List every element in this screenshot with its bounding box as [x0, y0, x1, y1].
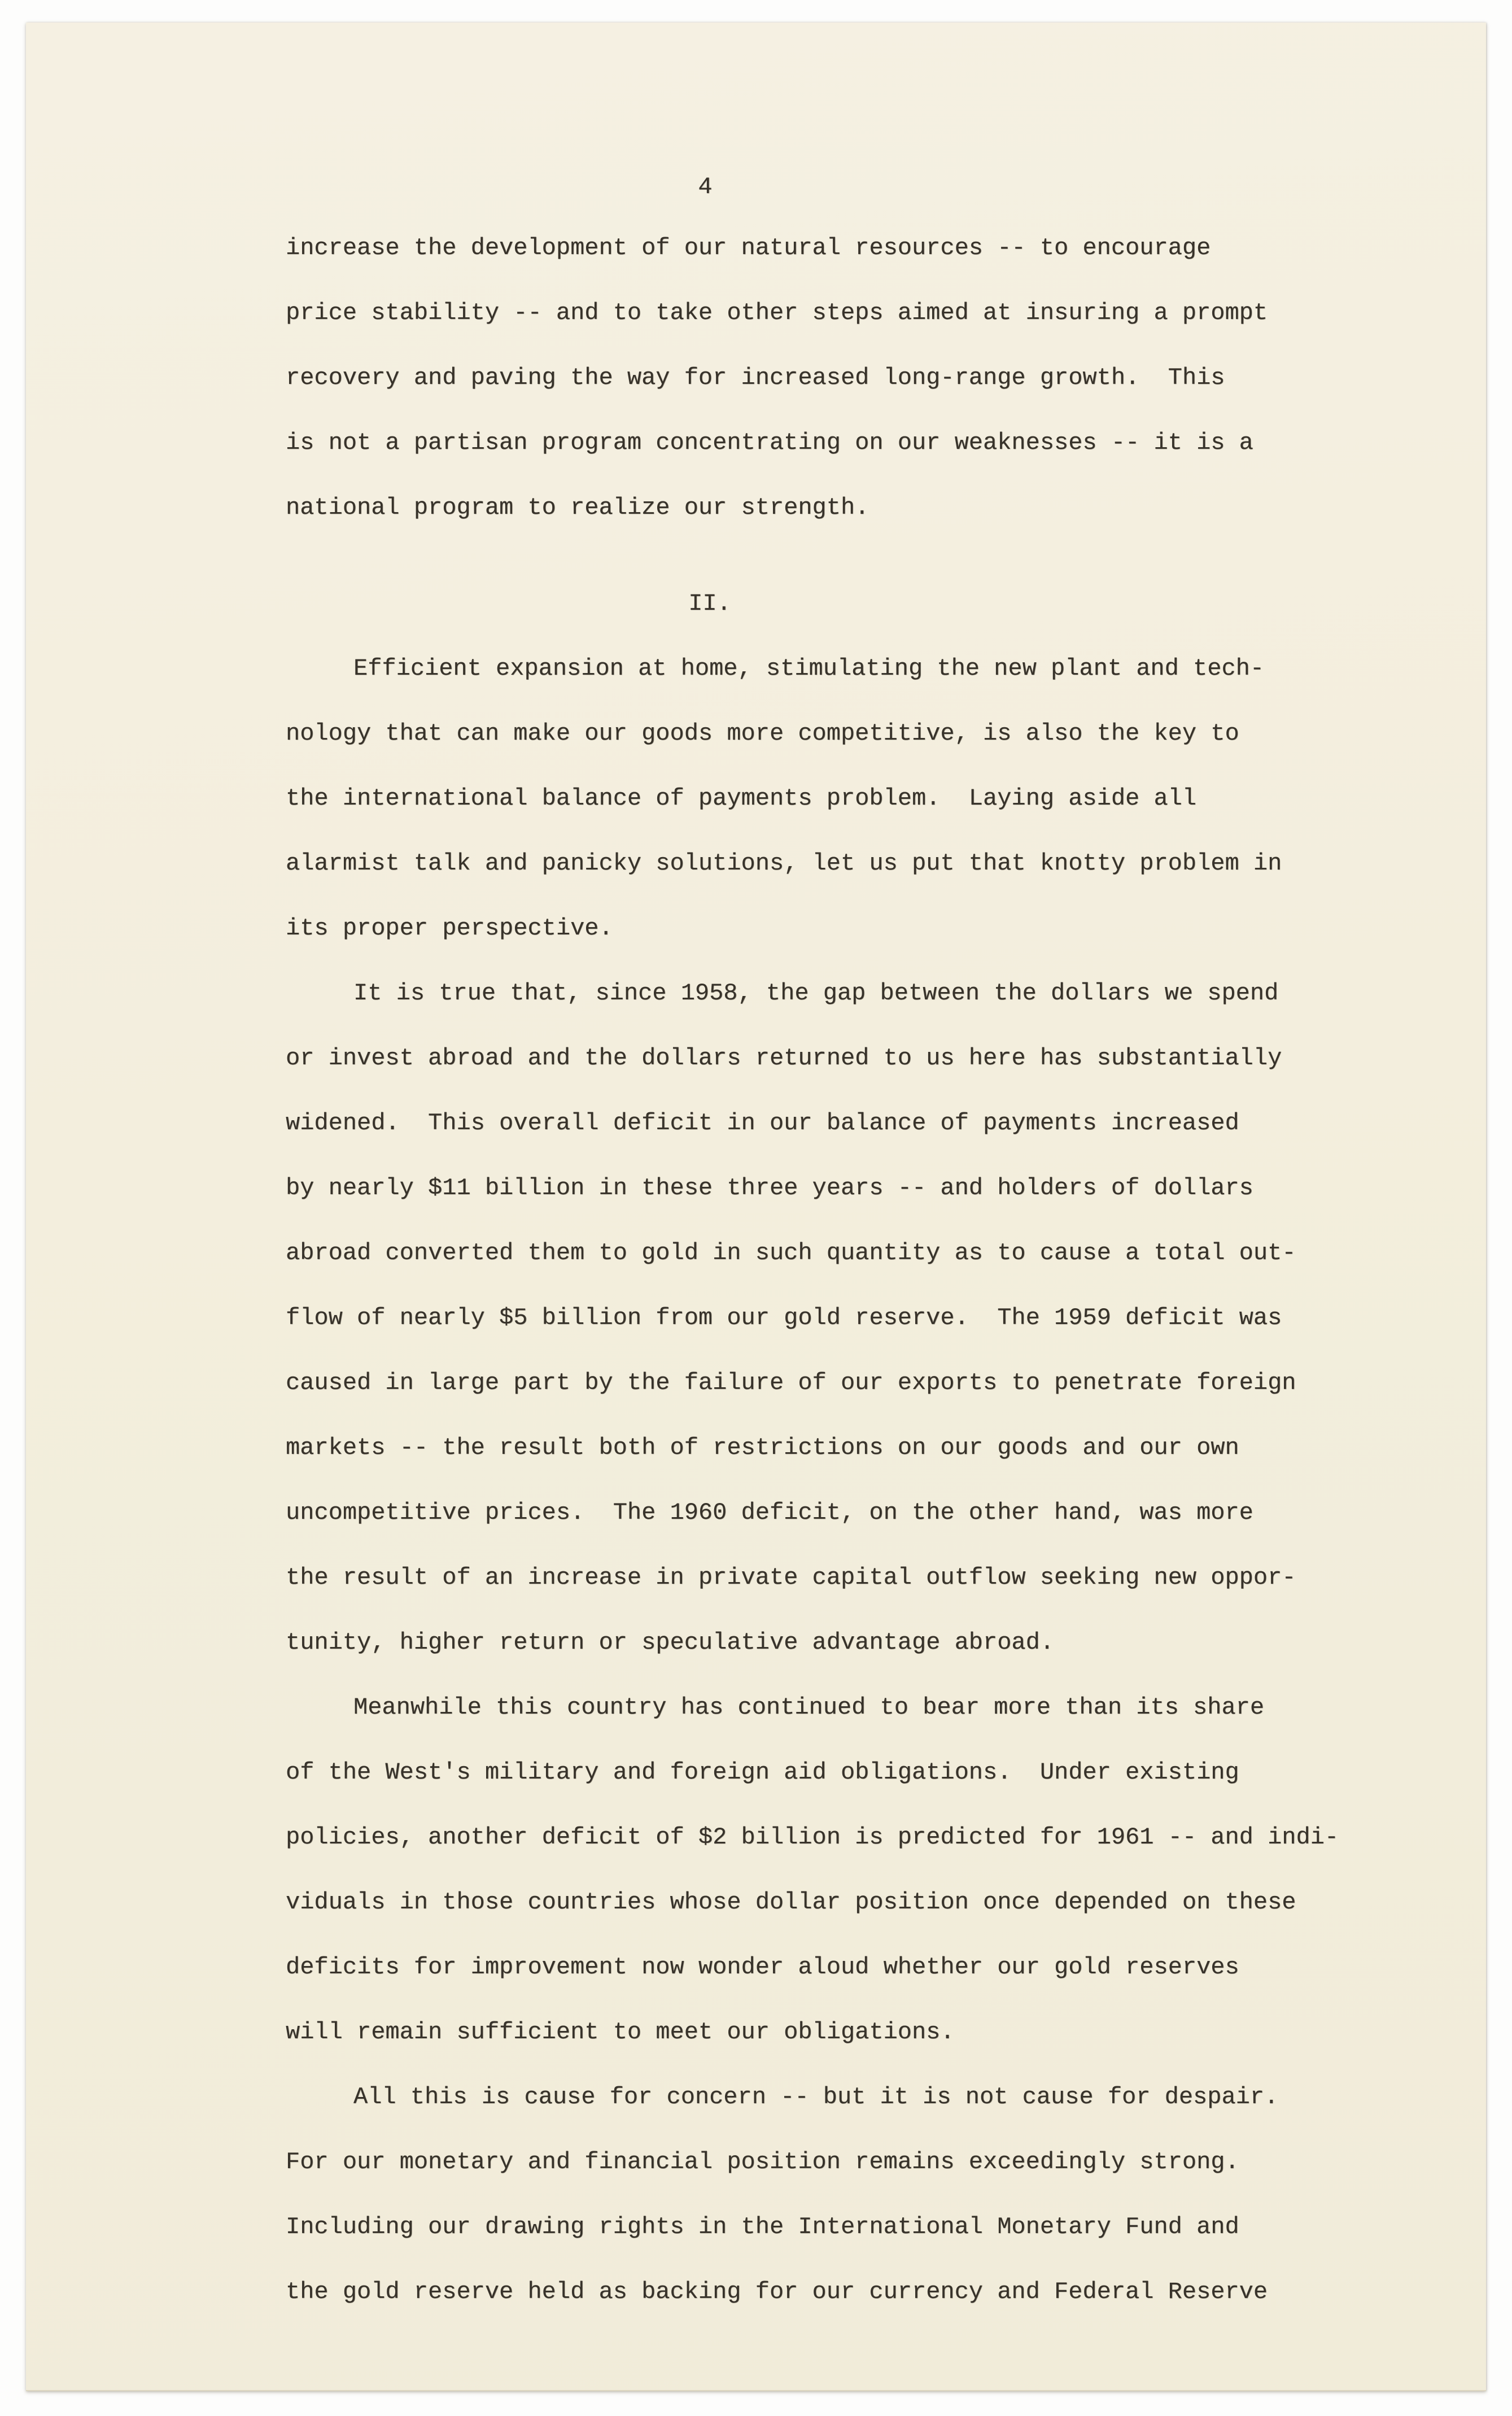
scanned-page — [26, 23, 1486, 2391]
text-line: tunity, higher return or speculative advantage abroad. — [286, 1629, 1055, 1656]
text-line: Meanwhile this country has continued to bear more than its share — [353, 1694, 1265, 1721]
paragraph-3 — [286, 961, 1415, 1675]
text-line: by nearly $11 billion in these three years -- and holders of dollars — [286, 1174, 1253, 1202]
text-line: nology that can make our goods more competitive, is also the key to — [286, 720, 1239, 747]
text-line: or invest abroad and the dollars returned to us here has substantially — [286, 1045, 1282, 1072]
paragraph-4 — [286, 1675, 1415, 2065]
text-line: policies, another deficit of $2 billion is predicted for 1961 -- and indi- — [286, 1824, 1339, 1851]
paragraph-2 — [286, 636, 1415, 961]
paragraph-5 — [286, 2065, 1415, 2325]
text-line: alarmist talk and panicky solutions, let us put that knotty problem in — [286, 850, 1282, 877]
text-line: viduals in those countries whose dollar position once depended on these — [286, 1889, 1296, 1916]
text-line: All this is cause for concern -- but it is not cause for despair. — [353, 2083, 1279, 2111]
text-line: its proper perspective. — [286, 915, 613, 942]
section-heading: II. — [688, 590, 731, 617]
text-line: of the West's military and foreign aid obligations. Under existing — [286, 1759, 1239, 1786]
text-line: uncompetitive prices. The 1960 deficit, on the other hand, was more — [286, 1499, 1253, 1526]
text-line: Efficient expansion at home, stimulating the new plant and tech- — [353, 655, 1265, 682]
text-line: flow of nearly $5 billion from our gold reserve. The 1959 deficit was — [286, 1304, 1282, 1331]
text-line: It is true that, since 1958, the gap between the dollars we spend — [353, 980, 1279, 1007]
text-line: the gold reserve held as backing for our currency and Federal Reserve — [286, 2278, 1268, 2305]
text-line: is not a partisan program concentrating on our weaknesses -- it is a — [286, 429, 1253, 456]
text-line: recovery and paving the way for increased long-range growth. This — [286, 364, 1225, 391]
text-line: increase the development of our natural resources -- to encourage — [286, 234, 1211, 261]
text-line: national program to realize our strength. — [286, 494, 869, 521]
text-line: price stability -- and to take other steps aimed at insuring a prompt — [286, 299, 1268, 326]
text-line: For our monetary and financial position remains exceedingly strong. — [286, 2148, 1239, 2175]
text-line: Including our drawing rights in the International Monetary Fund and — [286, 2213, 1239, 2240]
text-line: the international balance of payments problem. Laying aside all — [286, 785, 1197, 812]
paragraph-1 — [286, 216, 1415, 540]
text-line: deficits for improvement now wonder aloud whether our gold reserves — [286, 1954, 1239, 1981]
text-line: widened. This overall deficit in our balance of payments increased — [286, 1109, 1239, 1137]
text-line: markets -- the result both of restrictions on our goods and our own — [286, 1434, 1239, 1461]
text-line: will remain sufficient to meet our obligations. — [286, 2019, 955, 2046]
page-number: 4 — [698, 173, 713, 200]
text-line: the result of an increase in private capital outflow seeking new oppor- — [286, 1564, 1296, 1591]
text-line: abroad converted them to gold in such quantity as to cause a total out- — [286, 1239, 1296, 1266]
text-line: caused in large part by the failure of our exports to penetrate foreign — [286, 1369, 1296, 1396]
